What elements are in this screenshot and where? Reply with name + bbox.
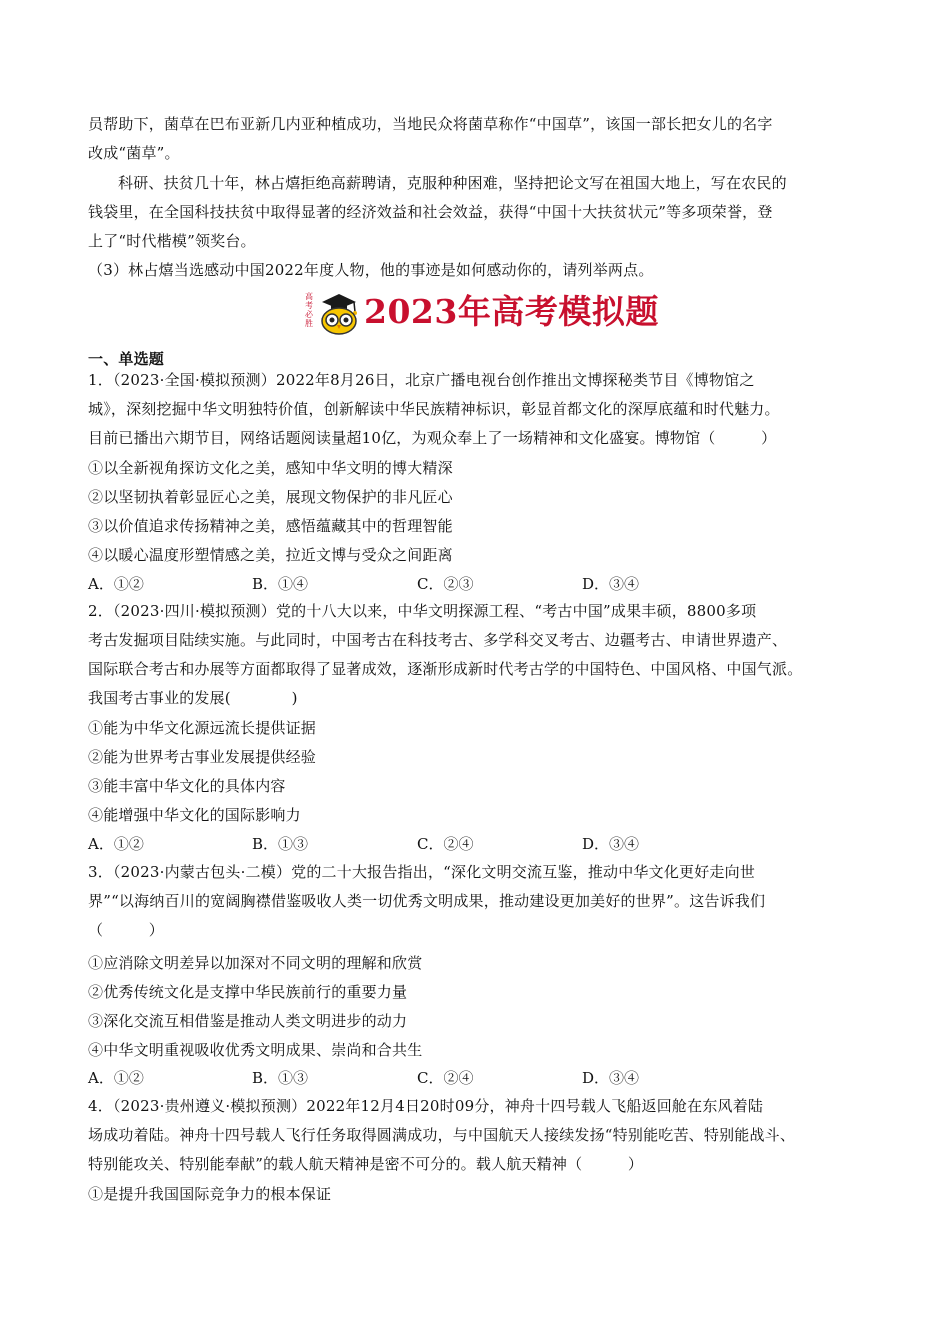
option-d: D．③④ [582,575,640,593]
option-d: D．③④ [582,835,640,853]
question-line: 我国考古事业的发展( ) [88,689,298,707]
option-b: B．①③ [252,1069,309,1087]
question-line: 1．（2023·全国·模拟预测）2022年8月26日，北京广播电视台创作推出文博探秘类节目《博物馆之 [88,371,755,389]
question-line: （ ） [88,921,165,939]
question-line: 场成功着陆。神舟十四号载人飞行任务取得圆满成功，与中国航天人接续发扬“特别能吃苦、特别能战斗、 [88,1126,796,1144]
banner-label: 高考必胜 [305,292,313,328]
statement: ①应消除文明差异以加深对不同文明的理解和欣赏 [88,954,423,972]
option-c: C．②④ [417,1069,474,1087]
statement: ③以价值追求传扬精神之美，感悟蕴藏其中的哲理智能 [88,517,453,535]
banner-title: 2023年高考模拟题 [364,292,659,331]
graduation-owl-icon [314,290,364,336]
option-a: A．①② [88,835,144,853]
question-line: 城》，深刻挖掘中华文明独特价值，创新解读中华民族精神标识，彰显首都文化的深厚底蕴和时代魅力。 [88,400,780,418]
option-c: C．②④ [417,835,474,853]
question-line: 界”“以海纳百川的宽阔胸襟借鉴吸收人类一切优秀文明成果，推动建设更加美好的世界”。这告诉我们 [88,892,766,910]
statement: ④能增强中华文化的国际影响力 [88,806,301,824]
statement: ③深化交流互相借鉴是推动人类文明进步的动力 [88,1012,408,1030]
statement: ④中华文明重视吸收优秀文明成果、崇尚和合共生 [88,1041,423,1059]
text-line: 钱袋里，在全国科技扶贫中取得显著的经济效益和社会效益，获得“中国十大扶贫状元”等多项荣誉，登 [88,203,773,221]
sub-question: （3）林占熺当选感动中国2022年度人物，他的事迹是如何感动你的，请列举两点。 [88,261,654,279]
statement: ④以暖心温度形塑情感之美，拉近文博与受众之间距离 [88,546,453,564]
question-line: 4．（2023·贵州遵义·模拟预测）2022年12月4日20时09分，神舟十四号载人飞船返回舱在东风着陆 [88,1097,764,1115]
statement: ②能为世界考古事业发展提供经验 [88,748,317,766]
option-c: C．②③ [417,575,474,593]
question-line: 2．（2023·四川·模拟预测）党的十八大以来，中华文明探源工程、“考古中国”成果丰硕，8800多项 [88,602,757,620]
statement: ②优秀传统文化是支撑中华民族前行的重要力量 [88,983,408,1001]
option-b: B．①④ [252,575,309,593]
text-line: 改成“菌草”。 [88,144,180,162]
option-b: B．①③ [252,835,309,853]
question-line: 3．（2023·内蒙古包头·二模）党的二十大报告指出，“深化文明交流互鉴，推动中华文化更好走向世 [88,863,756,881]
exam-banner [300,288,659,338]
text-line: 科研、扶贫几十年，林占熺拒绝高薪聘请，克服种种困难，坚持把论文写在祖国大地上，写在农民的 [118,174,787,192]
option-d: D．③④ [582,1069,640,1087]
question-line: 国际联合考古和办展等方面都取得了显著成效，逐渐形成新时代考古学的中国特色、中国风格、中国气派。 [88,660,803,678]
statement: ①能为中华文化源远流长提供证据 [88,719,317,737]
statement: ①以全新视角探访文化之美，感知中华文明的博大精深 [88,459,453,477]
question-line: 特别能攻关、特别能奉献”的载人航天精神是密不可分的。载人航天精神（ ） [88,1155,644,1173]
text-line: 员帮助下，菌草在巴布亚新几内亚种植成功，当地民众将菌草称作“中国草”，该国一部长把女儿的名字 [88,115,773,133]
statement: ②以坚韧执着彰显匠心之美，展现文物保护的非凡匠心 [88,488,453,506]
statement: ①是提升我国国际竞争力的根本保证 [88,1185,332,1203]
question-line: 目前已播出六期节目，网络话题阅读量超10亿，为观众奉上了一场精神和文化盛宴。博物馆（ ） [88,429,777,447]
question-line: 考古发掘项目陆续实施。与此同时，中国考古在科技考古、多学科交叉考古、边疆考古、申请世界遗产、 [88,631,788,649]
statement: ③能丰富中华文化的具体内容 [88,777,286,795]
option-a: A．①② [88,575,144,593]
option-a: A．①② [88,1069,144,1087]
section-heading: 一、单选题 [88,350,165,368]
text-line: 上了“时代楷模”领奖台。 [88,232,256,250]
